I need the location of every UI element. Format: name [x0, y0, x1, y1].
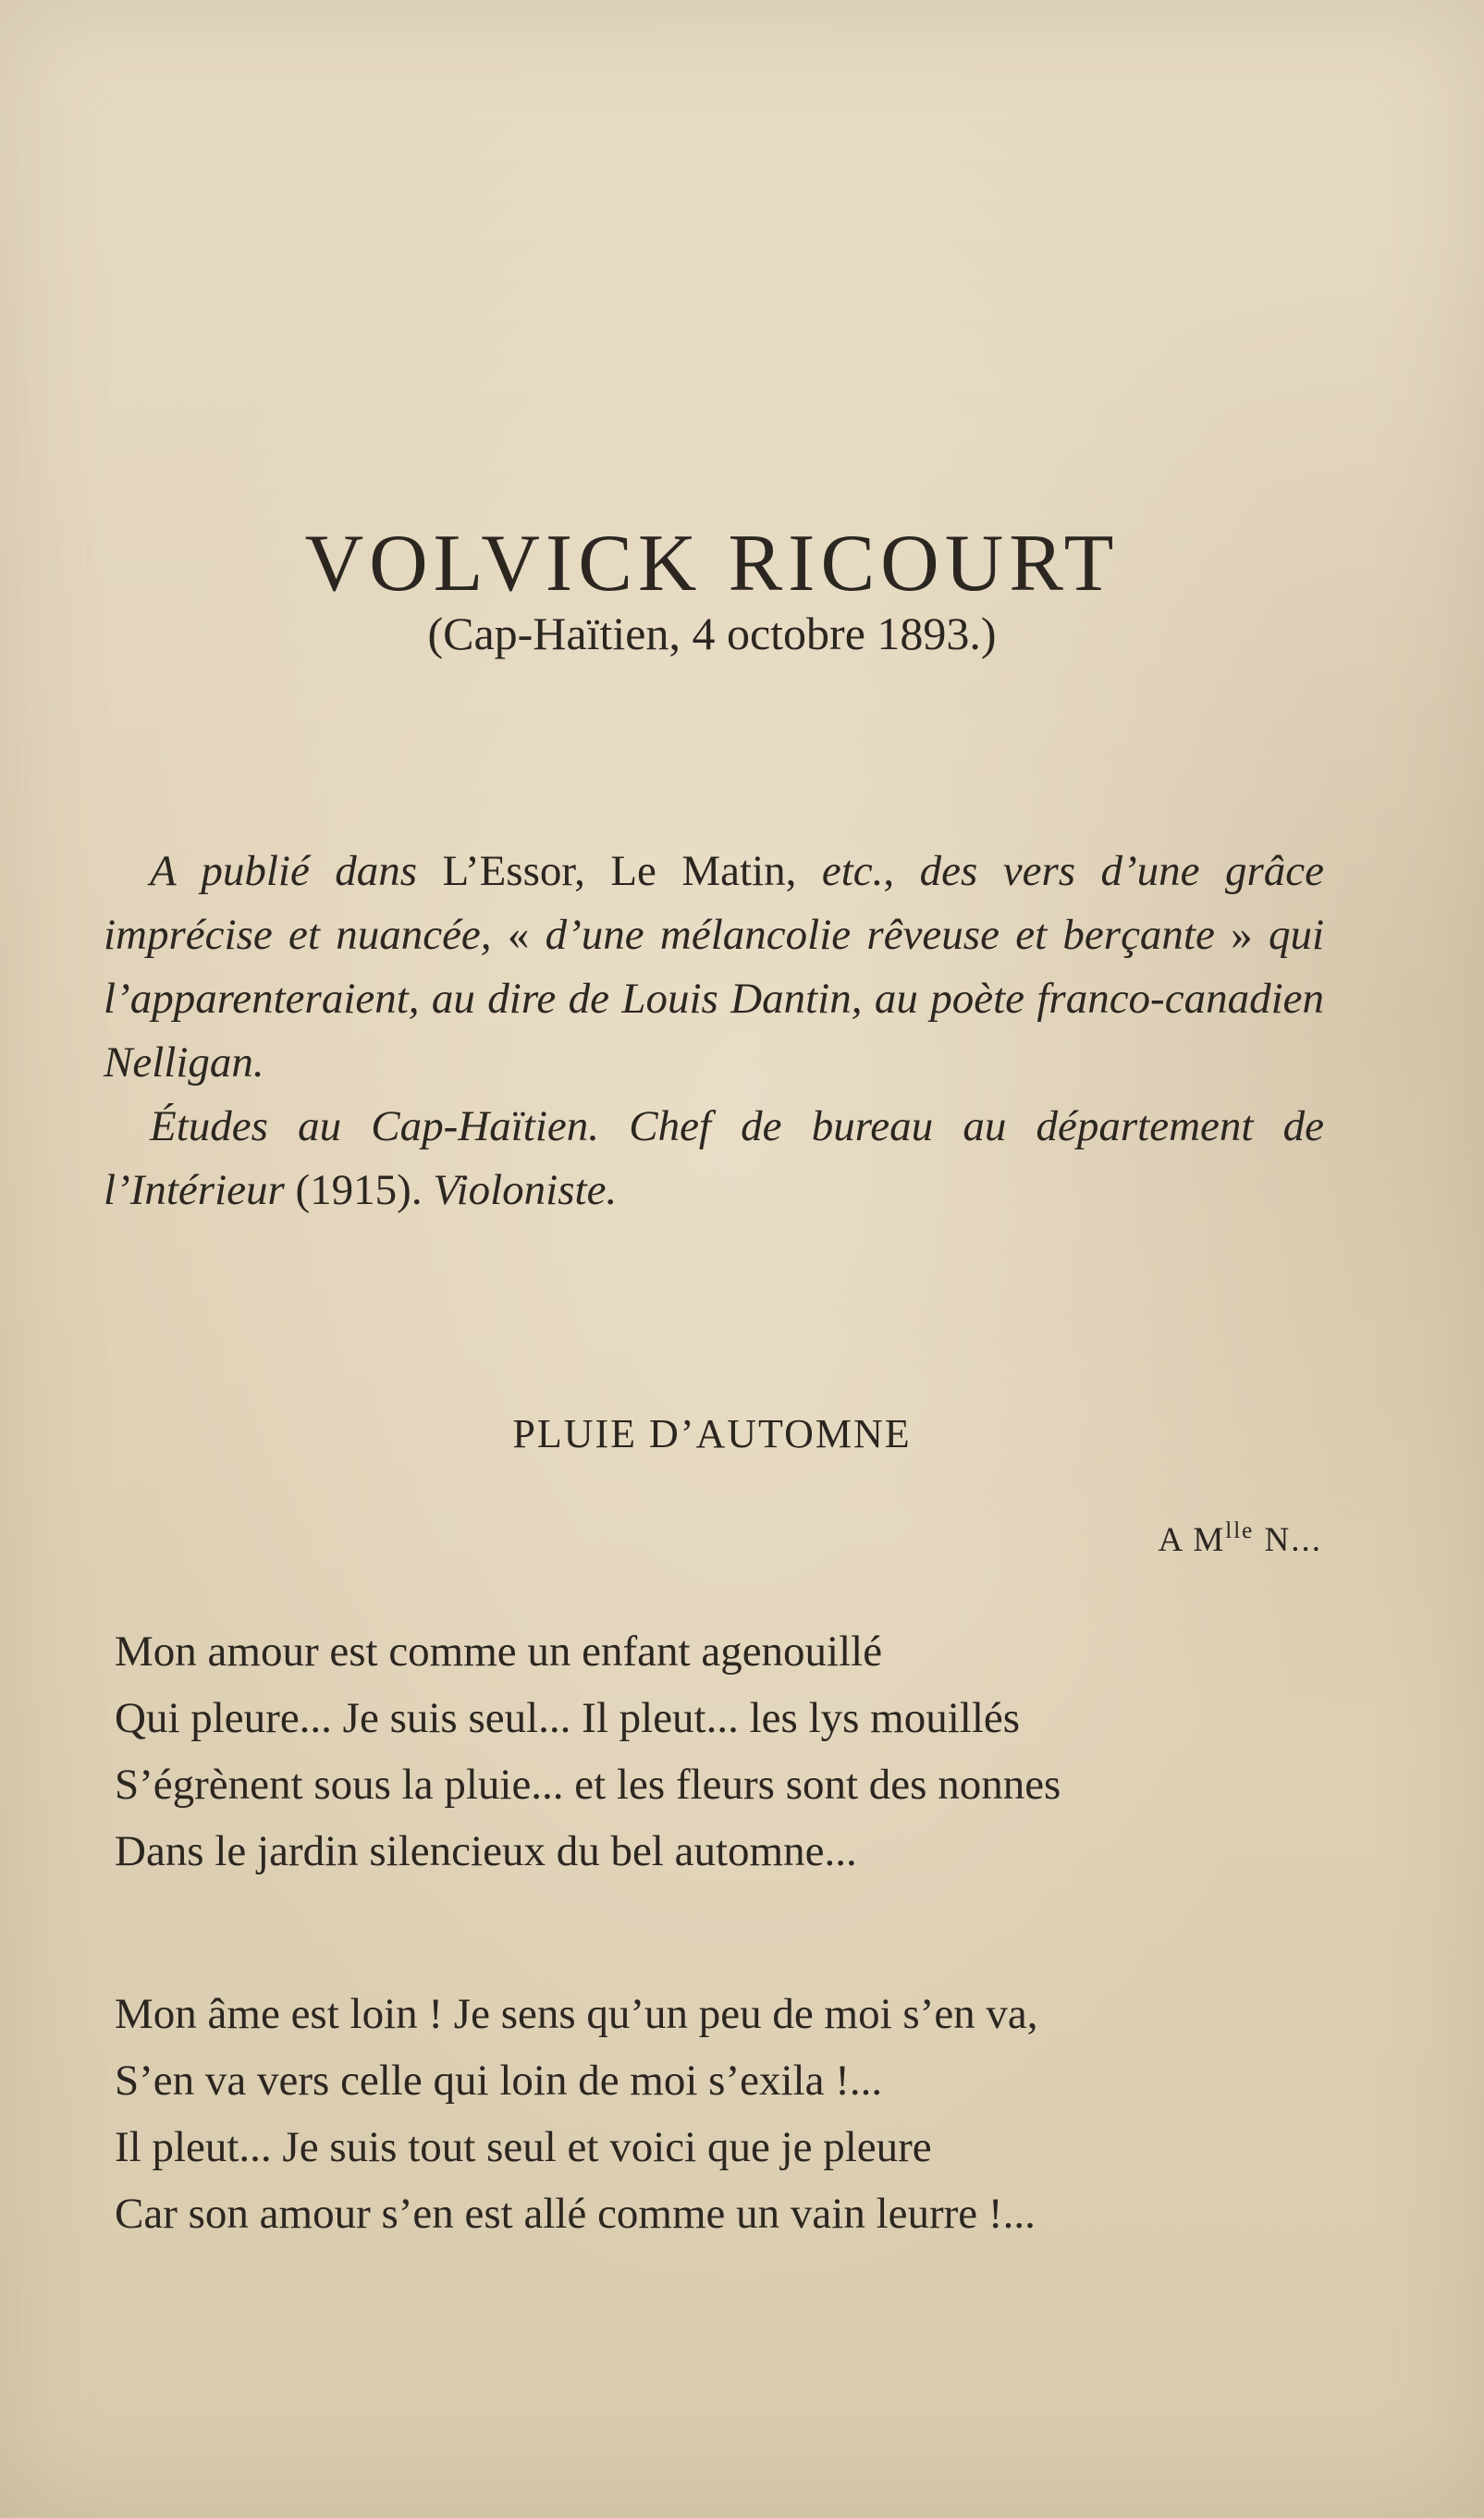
poem-line: Il pleut... Je suis tout seul et voici que je pleure: [115, 2123, 932, 2171]
bio-p1-segment: des vers d’une grâce imprécise et nuancée,: [104, 847, 1324, 959]
bio-p2-segment: (1915).: [284, 1166, 434, 1214]
birth-info-subtitle: (Cap-Haïtien, 4 octobre 1893.): [427, 608, 997, 659]
bio-p1-segment: etc.: [821, 847, 884, 895]
bio-p1-segment: «: [491, 911, 546, 959]
poem-line: Dans le jardin silencieux du bel automne...: [115, 1827, 857, 1875]
poem-stanza-2: [115, 1981, 1326, 2247]
poem-line: S’égrènent sous la pluie... et les fleurs sont des nonnes: [115, 1761, 1061, 1809]
poem-line: Mon amour est comme un enfant agenouillé: [115, 1627, 883, 1676]
poem-stanza-1: [115, 1618, 1326, 1885]
poem-title: PLUIE D’AUTOMNE: [512, 1411, 912, 1456]
poem-line: Car son amour s’en est allé comme un vain leurre !...: [115, 2190, 1036, 2238]
bio-p1-segment: d’une mélancolie rêveuse et berçante: [545, 911, 1215, 959]
biography-paragraph-2: [104, 1095, 1324, 1222]
dedication-prefix: A M: [1158, 1521, 1226, 1559]
bio-p1-segment: L’Essor, Le Matin,: [417, 847, 822, 895]
author-name-title: VOLVICK RICOURT: [304, 518, 1120, 608]
biography-text: [104, 840, 1324, 1222]
biography-paragraph-1: [104, 840, 1324, 1095]
poem-dedication: [1158, 1518, 1322, 1560]
poem-line: Qui pleure... Je suis seul... Il pleut... les lys mouillés: [115, 1694, 1021, 1742]
bio-p1-segment: »: [1214, 911, 1269, 959]
poem-line: S’en va vers celle qui loin de moi s’exila !...: [115, 2057, 883, 2105]
bio-p2-segment: Études au Cap-Haïtien. Chef de bureau au département de l’Intérieur: [104, 1102, 1324, 1214]
dedication-superscript: lle: [1225, 1518, 1255, 1543]
poem-line: Mon âme est loin ! Je sens qu’un peu de moi s’en va,: [115, 1990, 1038, 2038]
bio-p2-segment: Violoniste.: [433, 1166, 618, 1214]
bio-p1-segment: A publié dans: [150, 847, 418, 895]
bio-p1-segment: ,: [883, 847, 920, 895]
bio-p1-segment: qui l’apparenteraient, au dire de Louis Dantin, au poète franco-canadien Nelligan.: [104, 911, 1324, 1087]
dedication-suffix: N...: [1254, 1521, 1322, 1559]
